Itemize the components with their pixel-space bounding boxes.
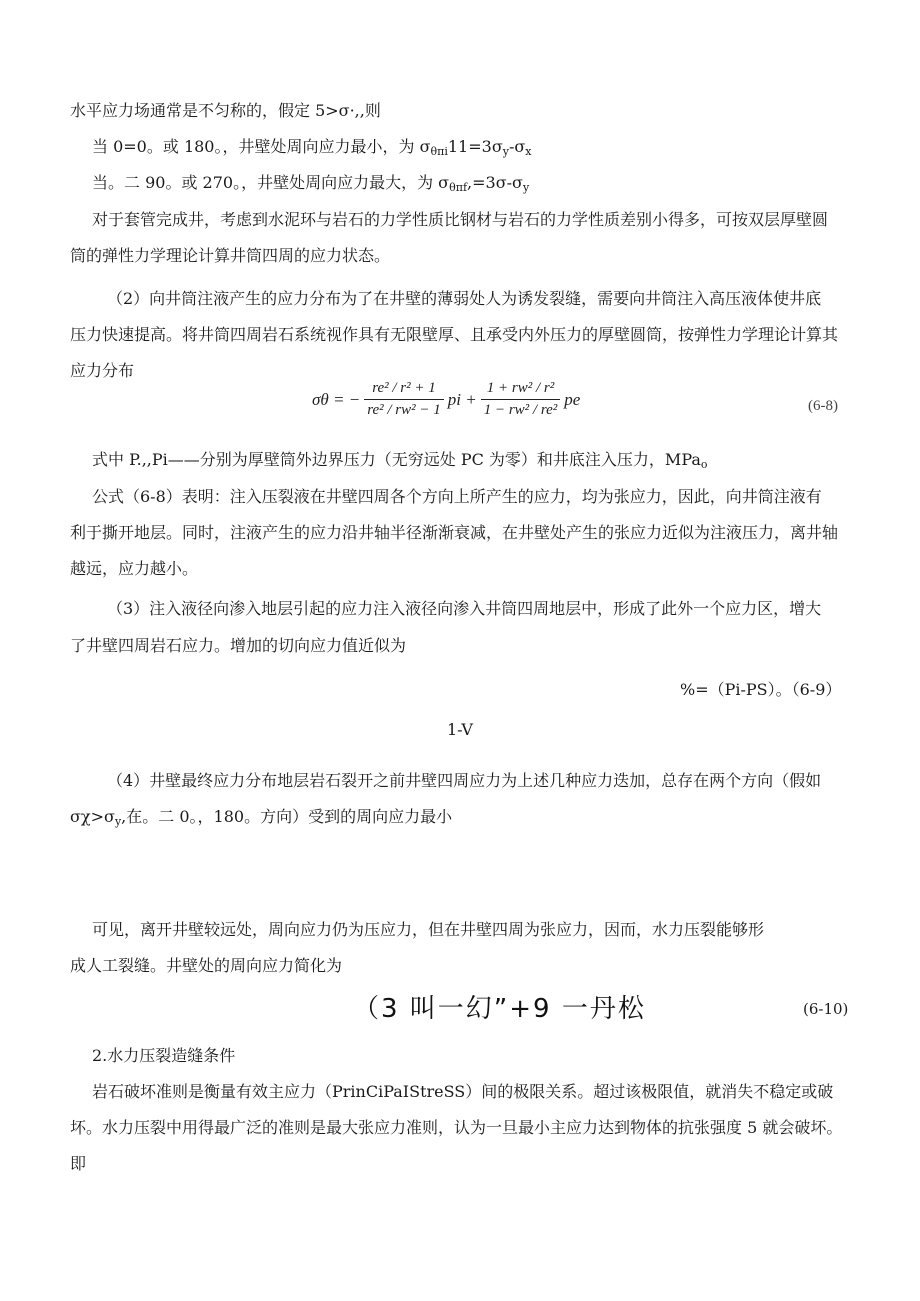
text-line-20: 成人工裂缝。井壁处的周向应力简化为: [70, 956, 343, 975]
equation-number-6-10: (6-10): [803, 1000, 849, 1018]
equation-6-8: [312, 380, 580, 438]
text-line-12: 越远，应力越小。: [70, 559, 199, 578]
text-line-24: 坏。水力压裂中用得最广泛的准则是最大张应力准则，认为一旦最小主应力达到物体的抗张强度 5 就会破坏。: [70, 1118, 843, 1137]
formula-fraction-1: $\frac{\text{re² / r² + 1}}{\text{re² / rw² − 1}}$: [364, 380, 444, 419]
text-line-25: 即: [70, 1154, 87, 1173]
text-line-6: （2）向井筒注液产生的应力分布为了在井壁的薄弱处人为诱发裂缝，需要向井筒注入高压液体使井底: [107, 289, 822, 308]
text-line-4: 对于套管完成井，考虑到水泥环与岩石的力学性质比钢材与岩石的力学性质差别小得多，可按双层厚壁圆: [92, 210, 829, 229]
text-line-2: 当 0=0。或 180。，井壁处周向应力最小，为 $\sigma_{\theta\pi i}11=3\sigma_y-\sigma_x$: [92, 137, 532, 158]
text-line-5: 筒的弹性力学理论计算井筒四周的应力状态。: [70, 246, 391, 265]
text-line-13: （3）注入液径向渗入地层引起的应力注入液径向渗入井筒四周地层中，形成了此外一个应力区，增大: [107, 599, 822, 618]
formula-pe: pe: [564, 389, 581, 409]
text-line-9: 式中 P.,,Pi——分别为厚壁筒外边界压力（无穷远处 PC 为零）和井底注入压力，MPa$_o$: [92, 450, 708, 471]
text-line-18: $\sigma\chi>\sigma_y$,在。二 0。，180。方向）受到的周向应力最小: [70, 807, 453, 828]
equation-6-9-denominator: 1-V: [447, 720, 473, 739]
text-line-11: 利于撕开地层。同时，注液产生的应力沿井轴半径渐渐衰减，在井壁处产生的张应力近似为注液压力，离井轴: [70, 523, 839, 542]
text-line-23: 岩石破坏准则是衡量有效主应力（PrinCiPaIStreSS）间的极限关系。超过该极限值，就消失不稳定或破: [92, 1082, 834, 1101]
section-heading: 2.水力压裂造缝条件: [92, 1046, 236, 1065]
equation-6-10: （3 叫一幻”+9 一丹松: [353, 994, 646, 1024]
text-line-10: 公式（6-8）表明：注入压裂液在井壁四周各个方向上所产生的应力，均为张应力，因此，向井筒注液有: [92, 487, 822, 506]
text-line-14: 了井壁四周岩石应力。增加的切向应力值近似为: [70, 636, 407, 655]
text-line-1: 水平应力场通常是不匀称的，假定 5>σ·,,则: [70, 101, 381, 120]
equation-6-9: %=（Pi-PS）。（6-9）: [680, 680, 842, 699]
text-line-3: 当。二 90。或 270。，井壁处周向应力最大，为 $\sigma_{\theta\pi f},=3\sigma-\sigma_y$: [92, 173, 530, 194]
text-line-19: 可见，离开井壁较远处，周向应力仍为压应力，但在井壁四周为张应力，因而，水力压裂能够形: [92, 920, 765, 939]
formula-fraction-2: $\frac{\text{1 + rw² / r²}}{\text{1 − rw² / re²}}$: [481, 380, 561, 419]
equation-number-6-8: (6-8): [808, 398, 838, 414]
text-line-8: 应力分布: [70, 361, 135, 380]
text-line-17: （4）井壁最终应力分布地层岩石裂开之前井壁四周应力为上述几种应力迭加，总存在两个方向（假如: [107, 771, 822, 790]
formula-pi: pi +: [447, 389, 477, 409]
formula-lhs: σθ = −: [312, 389, 361, 409]
text-line-7: 压力快速提高。将井筒四周岩石系统视作具有无限壁厚、且承受内外压力的厚壁圆筒，按弹性力学理论计算其: [70, 325, 839, 344]
